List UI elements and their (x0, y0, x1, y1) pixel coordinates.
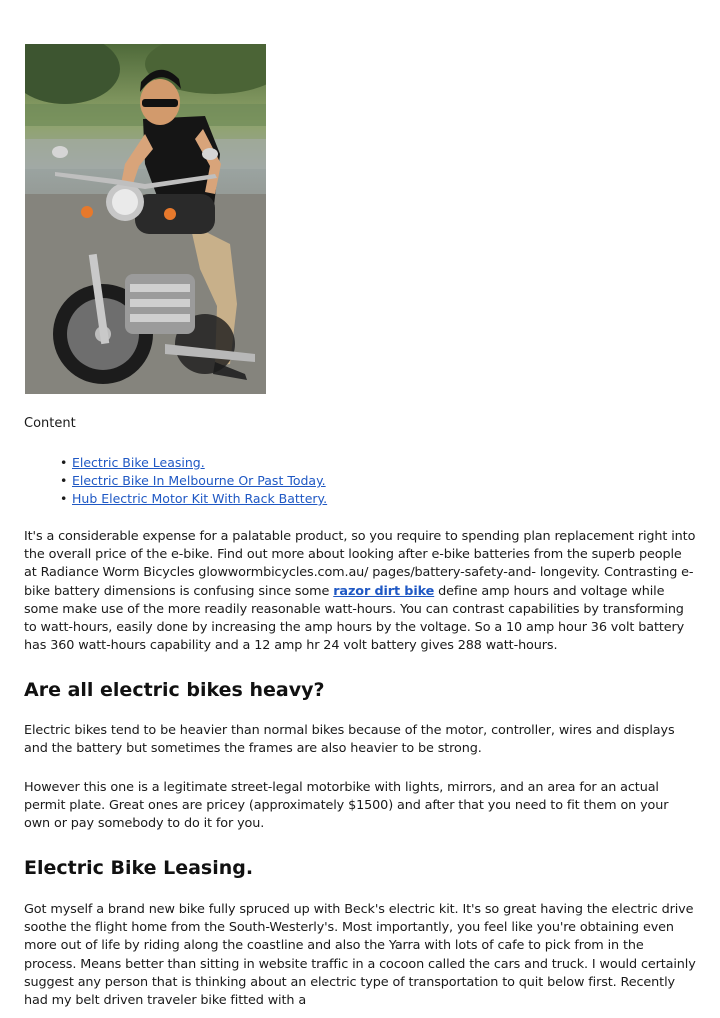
toc-item (60, 490, 327, 508)
table-of-contents (60, 454, 327, 508)
section-heading-leasing: Electric Bike Leasing. (24, 857, 254, 879)
section-heading-heavy: Are all electric bikes heavy? (24, 679, 325, 701)
section1-paragraph-2: However this one is a legitimate street-legal motorbike with lights, mirrors, and an area for an actual permit plate. Great ones are pricey (approximately $1500) and after that you need to fit them on your own or pay somebody to do it for you. (24, 780, 669, 832)
toc-item (60, 454, 327, 472)
toc-link-hub-motor-kit[interactable]: Hub Electric Motor Kit With Rack Battery. (72, 491, 328, 506)
intro-text-after: define amp hours and voltage while some make use of the more readily reasonable watt-hours. You can contrast capabilities by transforming to watt-hours, easily done by increasing the amp hours by the voltage. So a 10 amp hour 36 volt battery has 360 watt-hours capability and a 12 amp hr 24 volt battery gives 288 watt-hours. (24, 583, 685, 654)
razor-dirt-bike-link[interactable]: razor dirt bike (333, 583, 435, 599)
section1-paragraph-1: Electric bikes tend to be heavier than normal bikes because of the motor, controller, wires and displays and the battery but sometimes the frames are also heavier to be strong. (24, 723, 675, 757)
hero-photo (25, 44, 266, 394)
section2-paragraph-1: Got myself a brand new bike fully spruced up with Beck's electric kit. It's so great having the electric drive soothe the flight home from the South-Westerly's. Most importantly, you feel like you're obtaining even more out of life by riding along the coastline and also the Yarra with lots of cafe to pick from in the process. Means better than sitting in website traffic in a cocoon called the cars and truck. I would certainly suggest any person that is thinking about an electric type of transportation to quit below first. Recently had my belt driven traveler bike fitted with a (24, 902, 696, 1009)
intro-paragraph (24, 528, 696, 655)
motorcycle-rider-image (25, 44, 266, 394)
toc-link-electric-bike-melbourne[interactable]: Electric Bike In Melbourne Or Past Today. (72, 473, 326, 488)
intro-text-before: It's a considerable expense for a palatable product, so you require to spending plan replacement right into the overall price of the e-bike. Find out more about looking after e-bike batteries from the superb people at Radiance Worm Bicycles glowwormbicycles.com.au/ pages/battery-safety-and- longevity. Contrasting e-bike battery dimensions is confusing since some (24, 529, 696, 599)
toc-item (60, 472, 327, 490)
content-label: Content (24, 416, 76, 431)
toc-link-electric-bike-leasing[interactable]: Electric Bike Leasing. (72, 455, 205, 470)
